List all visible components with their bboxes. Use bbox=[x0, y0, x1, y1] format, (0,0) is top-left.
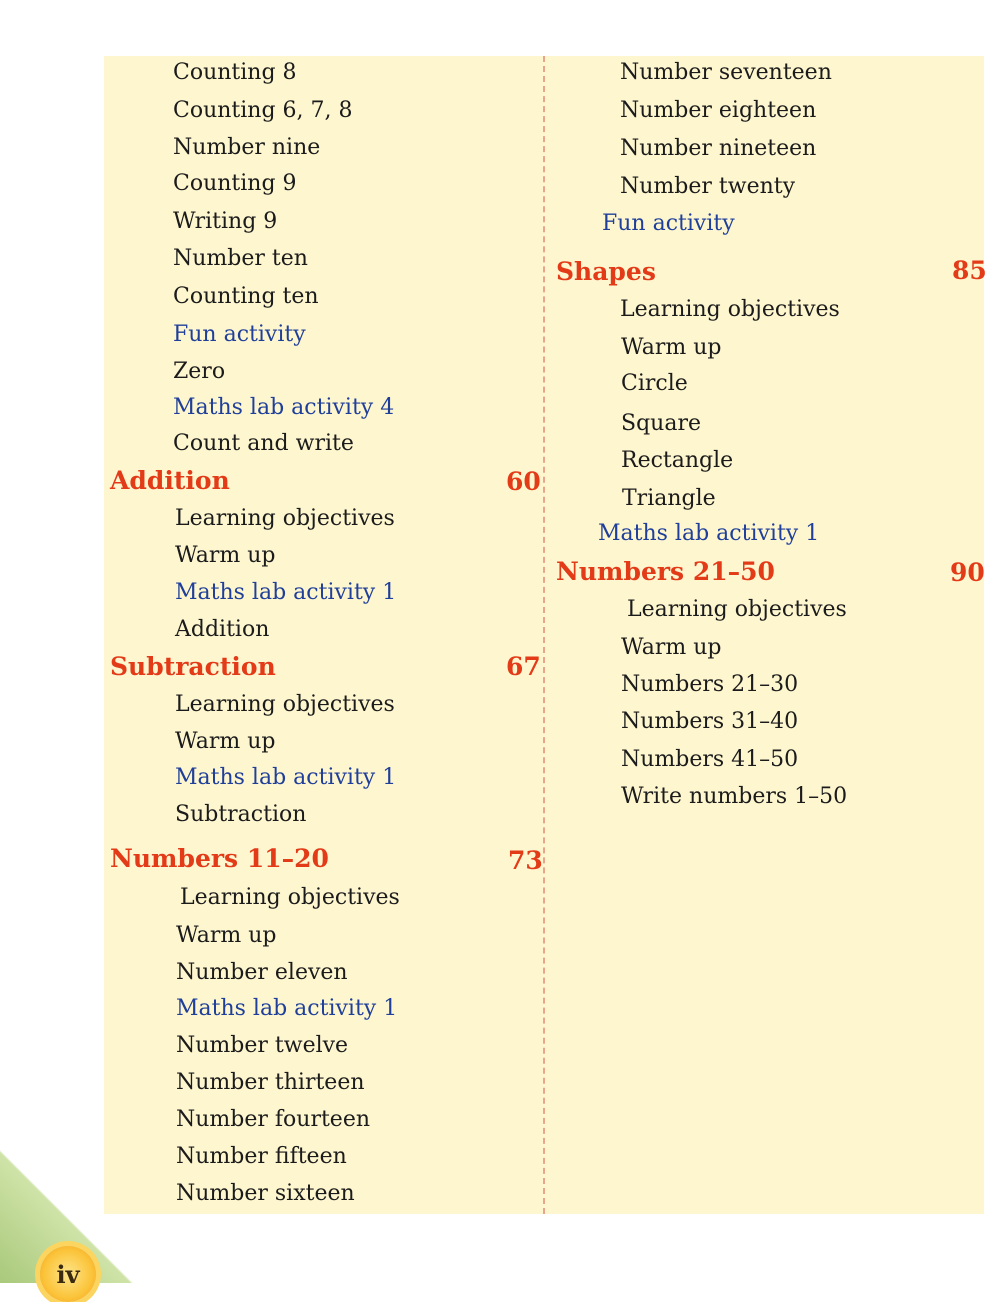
chapter-heading-addition[interactable]: Addition bbox=[110, 466, 230, 495]
chapter-page-number: 67 bbox=[506, 652, 541, 681]
toc-entry-activity[interactable]: Fun activity bbox=[173, 322, 306, 347]
toc-entry[interactable]: Warm up bbox=[176, 923, 277, 948]
toc-entry[interactable]: Counting 8 bbox=[173, 60, 297, 85]
toc-entry[interactable]: Writing 9 bbox=[173, 209, 278, 234]
toc-entry[interactable]: Number seventeen bbox=[620, 60, 832, 85]
toc-entry-activity[interactable]: Maths lab activity 1 bbox=[176, 996, 398, 1021]
toc-entry[interactable]: Number fifteen bbox=[176, 1144, 347, 1169]
chapter-heading-shapes[interactable]: Shapes bbox=[556, 257, 656, 286]
toc-entry[interactable]: Number eleven bbox=[176, 960, 348, 985]
chapter-heading-numbers-11-20[interactable]: Numbers 11–20 bbox=[110, 844, 329, 873]
toc-entry[interactable]: Count and write bbox=[173, 431, 354, 456]
toc-entry-activity[interactable]: Maths lab activity 4 bbox=[173, 395, 395, 420]
toc-entry[interactable]: Learning objectives bbox=[620, 297, 840, 322]
toc-entry[interactable]: Learning objectives bbox=[175, 692, 395, 717]
toc-entry[interactable]: Numbers 21–30 bbox=[621, 672, 799, 697]
toc-entry[interactable]: Learning objectives bbox=[627, 597, 847, 622]
toc-entry-activity[interactable]: Maths lab activity 1 bbox=[175, 765, 397, 790]
chapter-page-number: 85 bbox=[952, 256, 987, 285]
toc-entry[interactable]: Number sixteen bbox=[176, 1181, 355, 1206]
toc-entry[interactable]: Counting 9 bbox=[173, 171, 297, 196]
toc-entry[interactable]: Number eighteen bbox=[620, 98, 817, 123]
toc-entry[interactable]: Number twelve bbox=[176, 1033, 349, 1058]
toc-entry-activity[interactable]: Maths lab activity 1 bbox=[598, 521, 820, 546]
toc-entry[interactable]: Warm up bbox=[175, 543, 276, 568]
toc-entry[interactable]: Rectangle bbox=[621, 448, 734, 473]
page-number-badge bbox=[36, 1240, 100, 1289]
toc-entry[interactable]: Circle bbox=[621, 371, 688, 396]
toc-entry[interactable]: Numbers 41–50 bbox=[621, 747, 799, 772]
toc-entry[interactable]: Triangle bbox=[622, 486, 716, 511]
toc-entry[interactable]: Numbers 31–40 bbox=[621, 709, 799, 734]
toc-entry[interactable]: Addition bbox=[175, 617, 270, 642]
column-divider bbox=[543, 56, 545, 1214]
toc-entry[interactable]: Learning objectives bbox=[175, 506, 395, 531]
chapter-page-number: 90 bbox=[950, 558, 985, 587]
toc-entry[interactable]: Warm up bbox=[621, 635, 722, 660]
toc-entry[interactable]: Zero bbox=[173, 359, 226, 384]
page-number: iv bbox=[56, 1259, 80, 1289]
toc-entry[interactable]: Counting 6, 7, 8 bbox=[173, 98, 353, 123]
toc-entry[interactable]: Subtraction bbox=[175, 802, 307, 827]
chapter-page-number: 60 bbox=[506, 467, 541, 496]
toc-entry[interactable]: Number fourteen bbox=[176, 1107, 371, 1132]
toc-entry[interactable]: Number ten bbox=[173, 246, 308, 271]
toc-entry[interactable]: Number nine bbox=[173, 135, 321, 160]
toc-entry-activity[interactable]: Maths lab activity 1 bbox=[175, 580, 397, 605]
toc-entry[interactable]: Counting ten bbox=[173, 284, 319, 309]
toc-entry[interactable]: Number nineteen bbox=[620, 136, 817, 161]
toc-entry-activity[interactable]: Fun activity bbox=[602, 211, 735, 236]
chapter-page-number: 73 bbox=[508, 846, 543, 875]
toc-entry[interactable]: Square bbox=[621, 411, 701, 436]
chapter-heading-subtraction[interactable]: Subtraction bbox=[110, 652, 276, 681]
toc-entry[interactable]: Warm up bbox=[175, 729, 276, 754]
toc-entry[interactable]: Number thirteen bbox=[176, 1070, 365, 1095]
toc-entry[interactable]: Learning objectives bbox=[180, 885, 400, 910]
sun-icon bbox=[40, 1246, 96, 1302]
chapter-heading-numbers-21-50[interactable]: Numbers 21–50 bbox=[556, 557, 775, 586]
toc-entry[interactable]: Number twenty bbox=[620, 174, 796, 199]
toc-entry[interactable]: Write numbers 1–50 bbox=[621, 784, 848, 809]
toc-entry[interactable]: Warm up bbox=[621, 335, 722, 360]
